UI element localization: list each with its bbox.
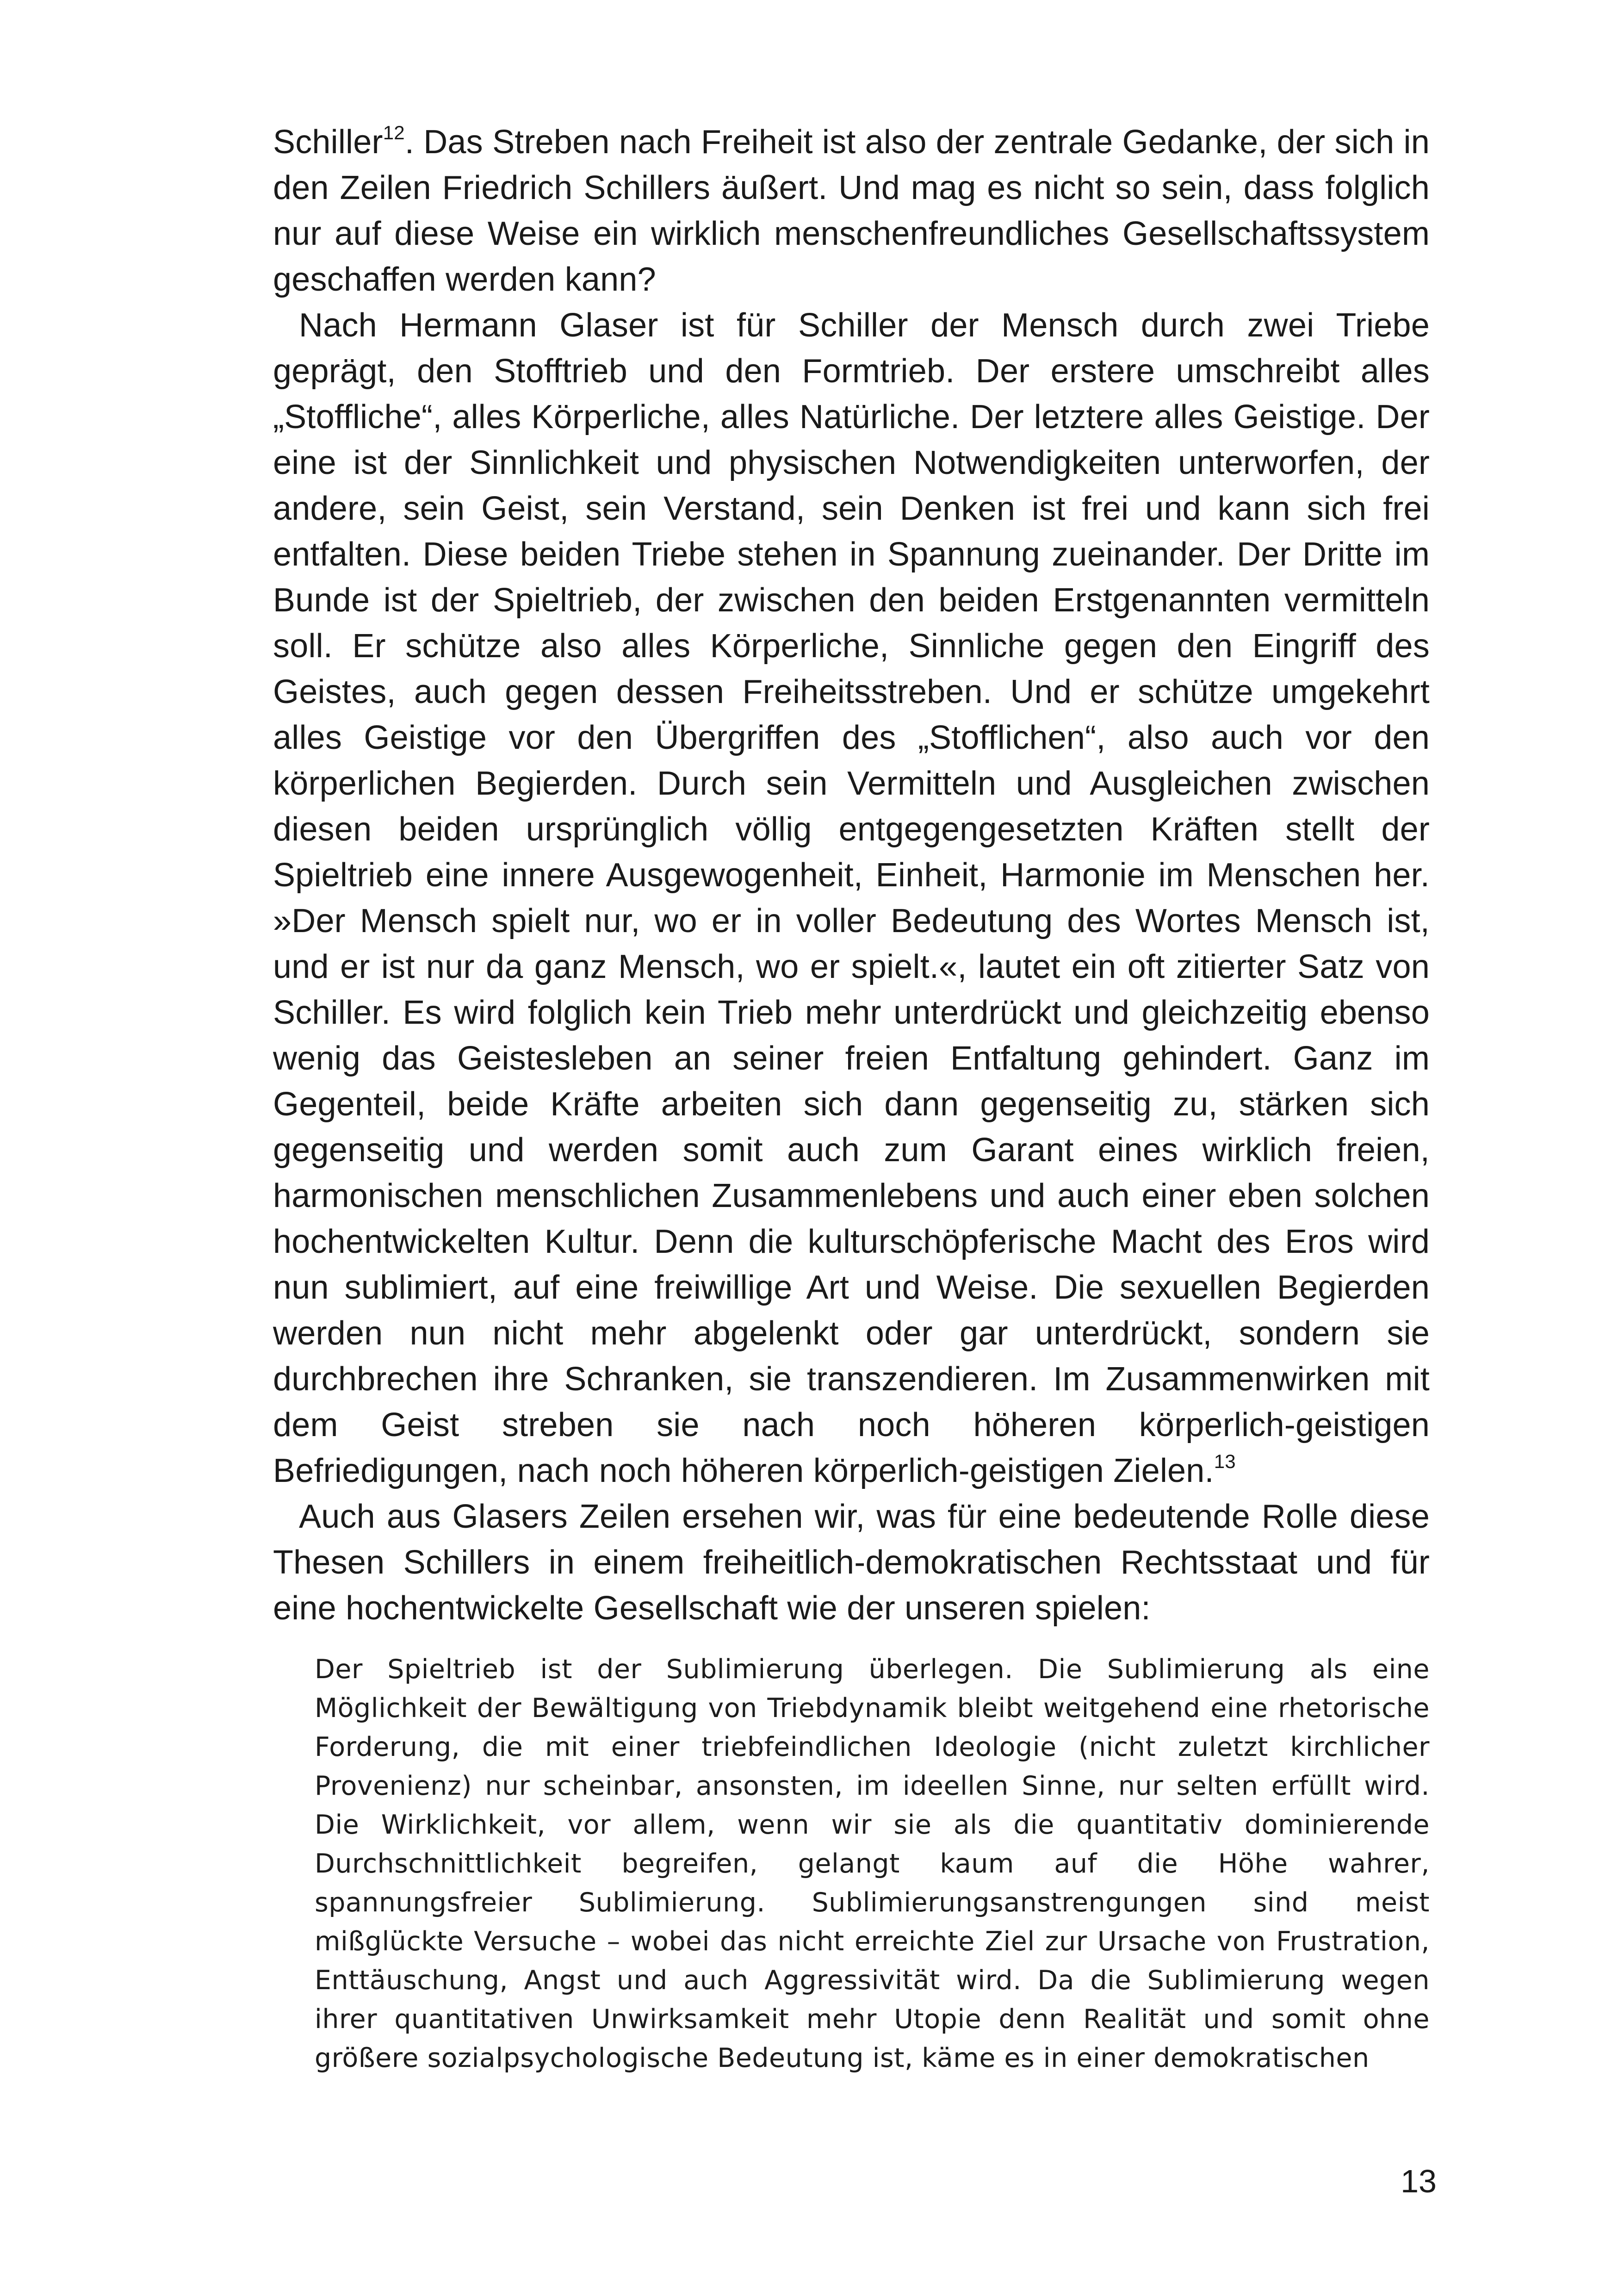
paragraph-1 xyxy=(273,119,1430,303)
paragraph-2-text: Nach Hermann Glaser ist für Schiller der Mensch durch zwei Triebe geprägt, den Stofftrieb und den Formtrieb. Der erstere umschreibt alles „Stoffliche“, alles Körperliche, alles Natürliche. Der letztere alles Geistige. Der eine ist der Sinnlichkeit und physischen Notwendigkeiten unterworfen, der andere, sein Geist, sein Verstand, sein Denken ist frei und kann sich frei entfalten. Diese beiden Triebe stehen in Spannung zueinander. Der Dritte im Bunde ist der Spieltrieb, der zwischen den beiden Erstgenannten vermitteln soll. Er schütze also alles Körperliche, Sinnliche gegen den Eingriff des Geistes, auch gegen dessen Freiheitsstreben. Und er schütze umgekehrt alles Geistige vor den Übergriffen des „Stofflichen“, also auch vor den körperlichen Begierden. Durch sein Vermitteln und Ausgleichen zwischen diesen beiden ursprünglich völlig entgegengesetzten Kräften stellt der Spieltrieb eine innere Ausgewogenheit, Einheit, Harmonie im Menschen her. »Der Mensch spielt nur, wo er in voller Bedeutung des Wortes Mensch ist, und er ist nur da ganz Mensch, wo er spielt.«, lautet ein oft zitierter Satz von Schiller. Es wird folglich kein Trieb mehr unterdrückt und gleichzeitig ebenso wenig das Geistesleben an seiner freien Entfaltung gehindert. Ganz im Gegenteil, beide Kräfte arbeiten sich dann gegenseitig zu, stärken sich gegenseitig und werden somit auch zum Garant eines wirklich freien, harmonischen menschlichen Zusammenlebens und auch einer eben solchen hochentwickelten Kultur. Denn die kulturschöpferische Macht des Eros wird nun sublimiert, auf eine freiwillige Art und Weise. Die sexuellen Begierden werden nun nicht mehr abgelenkt oder gar unterdrückt, sondern sie durchbrechen ihre Schranken, sie transzendieren. Im Zusammenwirken mit dem Geist streben sie nach noch höheren körperlich-geistigen Befriedigungen, nach noch höheren körperlich-geistigen Zielen. xyxy=(273,307,1430,1489)
body-text xyxy=(273,119,1430,1631)
paragraph-3 xyxy=(273,1494,1430,1631)
page-number: 13 xyxy=(1401,2163,1437,2199)
footnote-ref-13[interactable]: 13 xyxy=(1214,1450,1236,1472)
footnote-ref-12[interactable]: 12 xyxy=(383,122,405,143)
block-quote: Der Spieltrieb ist der Sublimierung überlegen. Die Sublimierung als eine Möglichkeit der Bewältigung von Triebdynamik bleibt weitgehend eine rhetorische Forderung, die mit einer triebfeindlichen Ideologie (nicht zuletzt kirchlicher Provenienz) nur scheinbar, ansonsten, im ideellen Sinne, nur selten erfüllt wird. Die Wirklichkeit, vor allem, wenn wir sie als die quantitativ dominierende Durchschnittlichkeit begreifen, gelangt kaum auf die Höhe wahrer, spannungsfreier Sublimierung. Sublimierungsanstrengungen sind meist mißglückte Versuche – wobei das nicht erreichte Ziel zur Ursache von Frustration, Enttäuschung, Angst und auch Aggressivität wird. Da die Sublimierung wegen ihrer quantitativen Unwirksamkeit mehr Utopie denn Realität und somit ohne größere sozialpsychologische Bedeutung ist, käme es in einer demokratischen xyxy=(315,1654,1430,2073)
paragraph-1-text: Schiller xyxy=(273,124,383,161)
paragraph-2 xyxy=(273,303,1430,1494)
paragraph-3-text: Auch aus Glasers Zeilen ersehen wir, was für eine bedeutende Rolle diese Thesen Schillers in einem freiheitlich-demokratischen Rechtsstaat und für eine hochentwickelte Gesellschaft wie der unseren spielen: xyxy=(273,1498,1430,1627)
paragraph-1-text-cont: . Das Streben nach Freiheit ist also der zentrale Gedanke, der sich in den Zeilen Friedrich Schillers äußert. Und mag es nicht so sein, dass folglich nur auf diese Weise ein wirklich menschenfreundliches Gesellschaftssystem geschaffen werden kann? xyxy=(273,124,1430,298)
